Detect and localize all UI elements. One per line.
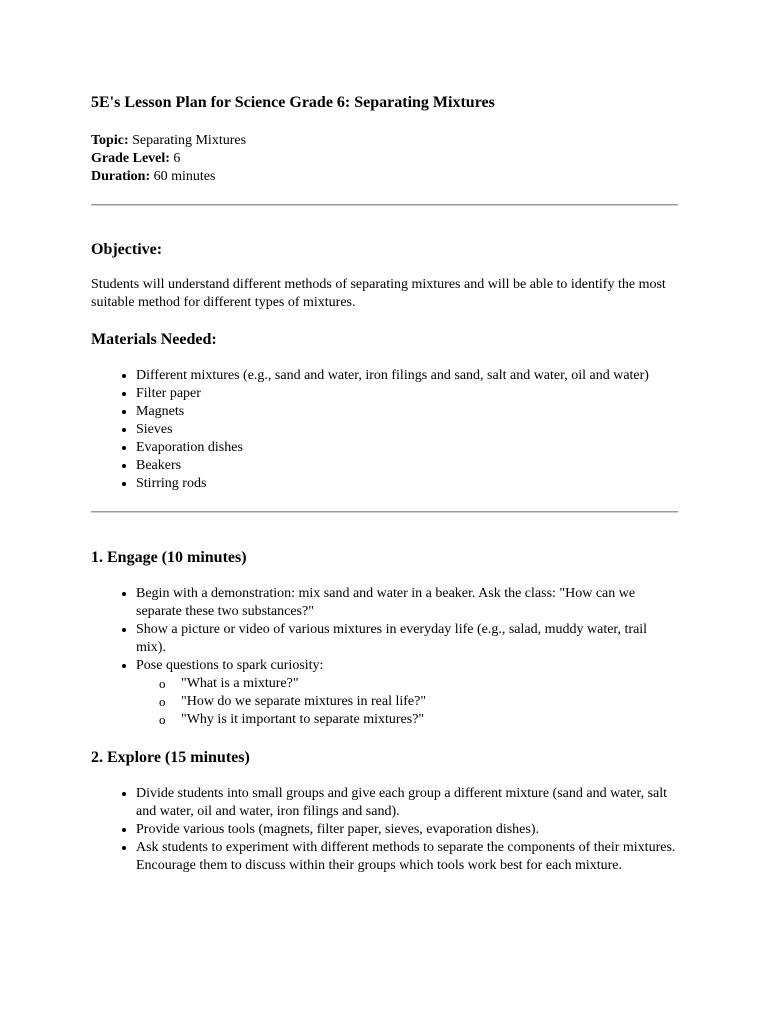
topic-line: [91, 132, 678, 150]
list-item: [136, 657, 678, 729]
engage-list: [91, 585, 678, 729]
list-item: • Stirring rods: [136, 475, 678, 493]
topic-label: Topic:: [91, 133, 129, 148]
duration-value: 60 minutes: [153, 169, 216, 184]
list-item: • Show a picture or video of various mixtures in everyday life (e.g., salad, muddy water, trail mix).: [136, 621, 678, 657]
explore-list: [91, 785, 678, 875]
sub-list-item: o "What is a mixture?": [181, 675, 678, 693]
materials-heading: Materials Needed:: [91, 331, 217, 348]
list-item: • Different mixtures (e.g., sand and water, iron filings and sand, salt and water, oil and water): [136, 367, 678, 385]
topic-value: Separating Mixtures: [132, 133, 247, 148]
list-item-text: Pose questions to spark curiosity:: [136, 658, 324, 673]
objective-text: Students will understand different methods of separating mixtures and will be able to identify the most suitable method for different types of mixtures.: [91, 277, 666, 310]
list-item: • Divide students into small groups and give each group a different mixture (sand and water, salt and water, oil and water, iron filings and sand).: [136, 785, 678, 821]
list-item: • Begin with a demonstration: mix sand and water in a beaker. Ask the class: "How can we separate these two substances?": [136, 585, 678, 621]
objective-heading: Objective:: [91, 241, 163, 258]
list-item: • Evaporation dishes: [136, 439, 678, 457]
list-item: • Magnets: [136, 403, 678, 421]
list-item: • Provide various tools (magnets, filter paper, sieves, evaporation dishes).: [136, 821, 678, 839]
grade-value: 6: [173, 151, 181, 166]
engage-heading: 1. Engage (10 minutes): [91, 549, 247, 566]
materials-list: [91, 367, 678, 493]
engage-questions-list: [136, 675, 678, 729]
list-item: • Ask students to experiment with different methods to separate the components of their mixtures. Encourage them to discuss within their groups which tools work best for each mixture.: [136, 839, 678, 875]
list-item: • Beakers: [136, 457, 678, 475]
sub-list-item: o "How do we separate mixtures in real life?": [181, 693, 678, 711]
document-body: [91, 92, 678, 875]
document-title: 5E's Lesson Plan for Science Grade 6: Separating Mixtures: [91, 94, 495, 111]
sub-list-item: o "Why is it important to separate mixtures?": [181, 711, 678, 729]
grade-label: Grade Level:: [91, 151, 170, 166]
divider: [91, 511, 678, 513]
list-item: • Filter paper: [136, 385, 678, 403]
duration-label: Duration:: [91, 169, 151, 184]
lesson-meta: [91, 132, 678, 186]
grade-line: [91, 150, 678, 168]
duration-line: [91, 168, 678, 186]
list-item: • Sieves: [136, 421, 678, 439]
explore-heading: 2. Explore (15 minutes): [91, 749, 250, 766]
divider: [91, 204, 678, 206]
